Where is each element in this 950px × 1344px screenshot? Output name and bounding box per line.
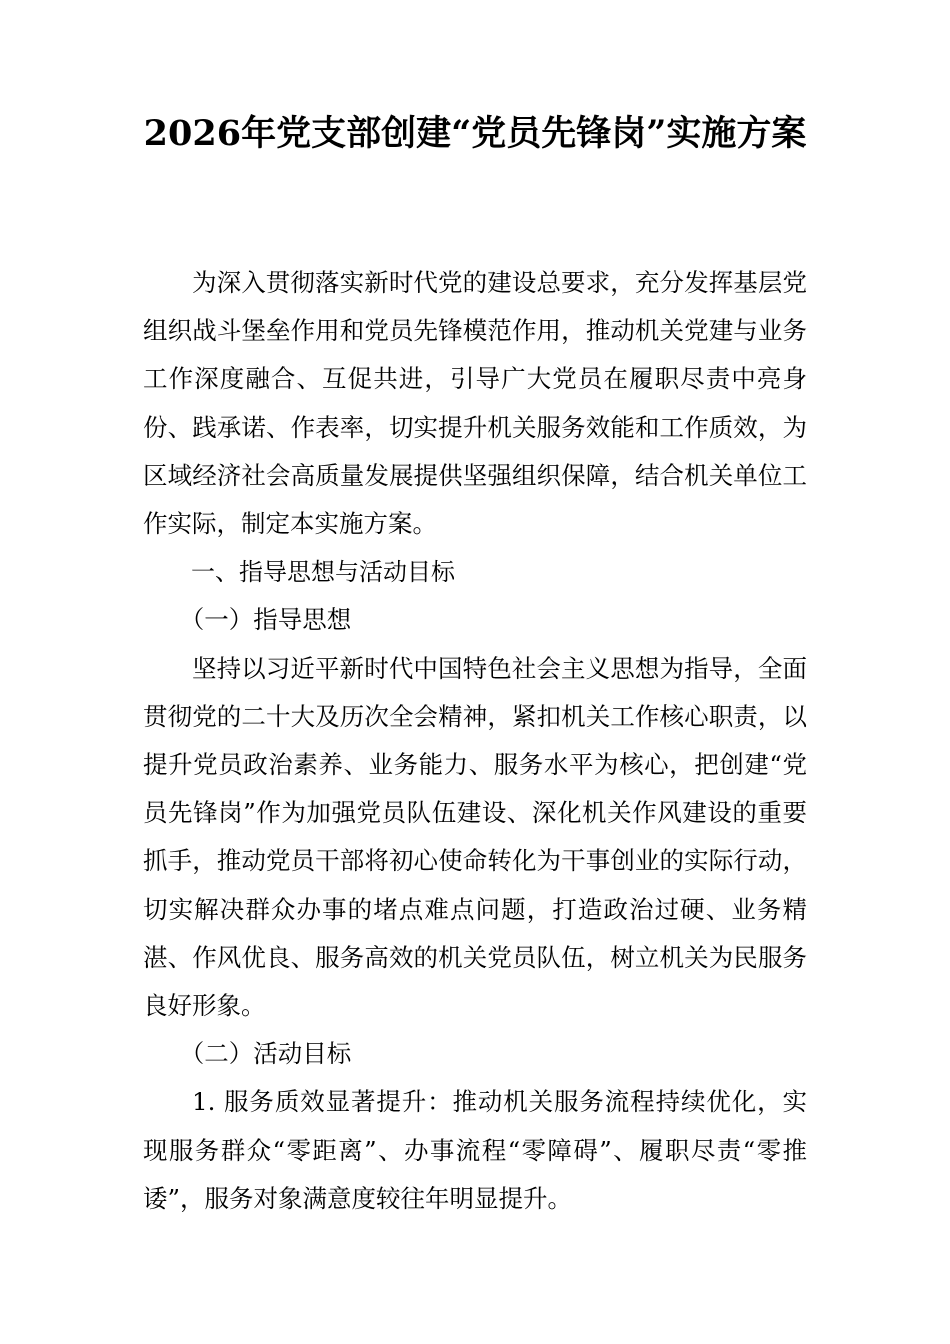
section-heading-1: 一、指导思想与活动目标 <box>191 558 455 587</box>
subsection-heading-activity-goals: （二）活动目标 <box>179 1039 352 1069</box>
intro-paragraph: 为深入贯彻落实新时代党的建设总要求，充分发挥基层党组织战斗堡垒作用和党员先锋模范作用，推动机关党建与业务工作深度融合、互促共进，引导广大党员在履职尽责中亮身份、践承诺、作表率，切实提升机关服务效能和工作质效，为区域经济社会高质量发展提供坚强组织保障，结合机关单位工作实际，制定本实施方案。 <box>143 268 807 539</box>
subsection-heading-guiding-ideology: （一）指导思想 <box>179 605 352 635</box>
activity-goal-item-1: 1. 服务质效显著提升：推动机关服务流程持续优化，实现服务群众“零距离”、办事流程“零障碍”、履职尽责“零推诿”，服务对象满意度较往年明显提升。 <box>143 1087 807 1213</box>
document-body <box>143 259 807 1223</box>
guiding-ideology-paragraph: 坚持以习近平新时代中国特色社会主义思想为指导，全面贯彻党的二十大及历次全会精神，紧扣机关工作核心职责，以提升党员政治素养、业务能力、服务水平为核心，把创建“党员先锋岗”作为加强党员队伍建设、深化机关作风建设的重要抓手，推动党员干部将初心使命转化为干事创业的实际行动，切实解决群众办事的堵点难点问题，打造政治过硬、业务精湛、作风优良、服务高效的机关党员队伍，树立机关为民服务良好形象。 <box>143 653 807 1021</box>
document-title: 2026年党支部创建“党员先锋岗”实施方案 <box>143 113 807 154</box>
